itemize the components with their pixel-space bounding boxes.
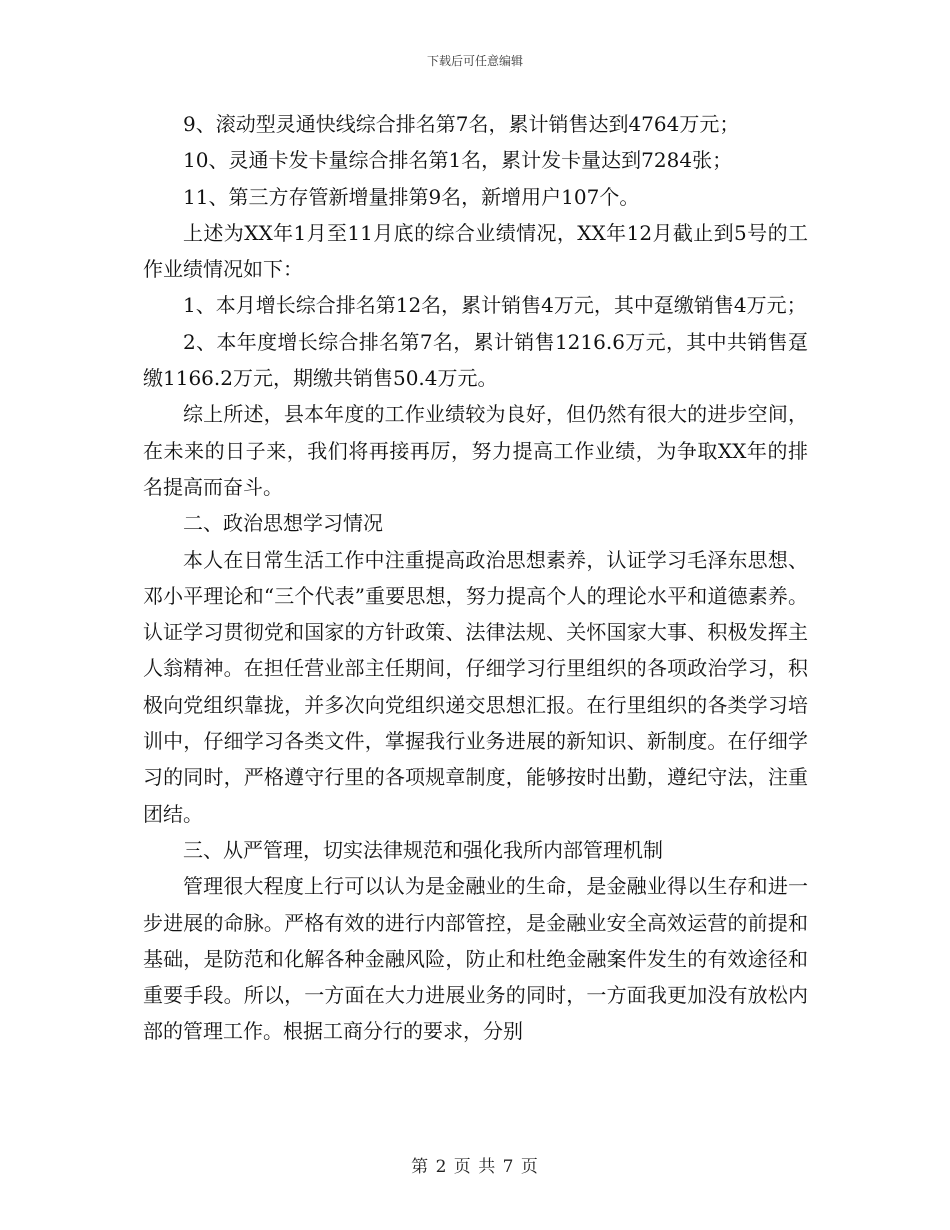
paragraph-item-11: 11、第三方存管新增量排第9名，新增用户107个。 <box>183 184 640 209</box>
document-body <box>143 106 808 1050</box>
section-heading-political-study: 二、政治思想学习情况 <box>183 511 383 536</box>
paragraph-management: 管理很大程度上行可以认为是金融业的生命，是金融业得以生存和进一步进展的命脉。严格有效的进行内部管控，是金融业安全高效运营的前提和基础，是防范和化解各种金融风险，防止和杜绝金融案件发生的有效途径和重要手段。所以，一方面在大力进展业务的同时，一方面我更加没有放松内部的管理工作。根据工商分行的要求，分别 <box>143 874 808 1044</box>
paragraph-conclusion: 综上所述，县本年度的工作业绩较为良好，但仍然有很大的进步空间，在未来的日子来，我们将再接再厉，努力提高工作业绩，为争取XX年的排名提高而奋斗。 <box>143 402 808 499</box>
page-header-note: 下载后可任意编辑 <box>426 54 523 68</box>
paragraph-political-study: 本人在日常生活工作中注重提高政治思想素养，认证学习毛泽东思想、邓小平理论和“三个代表”重要思想，努力提高个人的理论水平和道德素养。认证学习贯彻党和国家的方针政策、法律法规、关怀国家大事、积极发挥主人翁精神。在担任营业部主任期间，仔细学习行里组织的各项政治学习，积极向党组织靠拢，并多次向党组织递交思想汇报。在行里组织的各类学习培训中，仔细学习各类文件，掌握我行业务进展的新知识、新制度。在仔细学习的同时，严格遵守行里的各项规章制度，能够按时出勤，遵纪守法，注重团结。 <box>143 547 808 826</box>
section-heading-management: 三、从严管理，切实法律规范和强化我所内部管理机制 <box>183 837 663 862</box>
page-number: 第 2 页 共 7 页 <box>411 1157 539 1177</box>
paragraph-item-10: 10、灵通卡发卡量综合排名第1名，累计发卡量达到7284张； <box>183 148 733 173</box>
paragraph-month-growth: 1、本月增长综合排名第12名，累计销售4万元，其中趸缴销售4万元； <box>183 293 807 318</box>
paragraph-summary-intro: 上述为XX年1月至11月底的综合业绩情况，XX年12月截止到5号的工作业绩情况如下： <box>143 220 808 282</box>
paragraph-year-growth: 2、本年度增长综合排名第7名，累计销售1216.6万元，其中共销售趸缴1166.2万元，期缴共销售50.4万元。 <box>143 329 808 391</box>
paragraph-item-9: 9、滚动型灵通快线综合排名第7名，累计销售达到4764万元； <box>183 112 740 136</box>
